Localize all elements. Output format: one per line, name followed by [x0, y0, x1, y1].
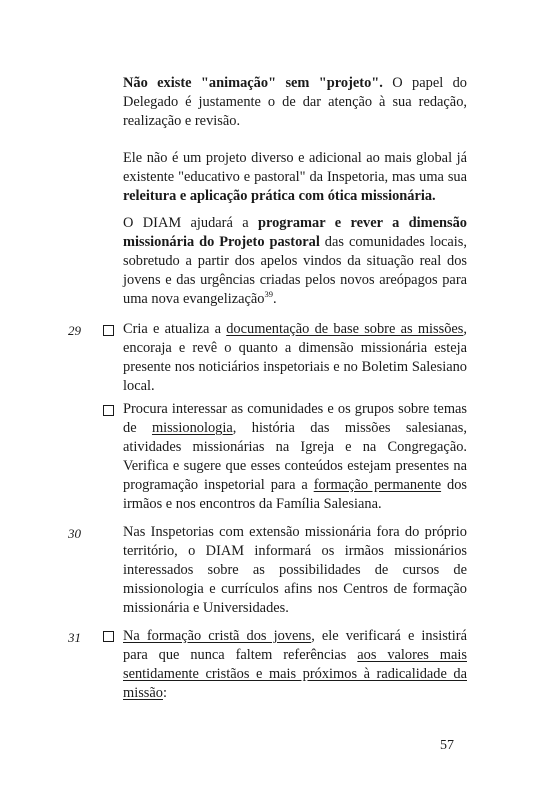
bold-phrase: releitura e aplicação prática com ótica missionária. — [123, 188, 436, 204]
section-number: 29 — [68, 323, 81, 338]
list-item-documentacao — [123, 320, 467, 396]
paragraph-extensao — [123, 523, 467, 618]
paragraph-text: Ele não é um projeto diverso e adicional ao mais global já existente "educativo e pastoral" da Inspetoria, mas uma sua — [123, 150, 467, 185]
paragraph-text: O papel do Delegado é justamente o de dar atenção à sua redação, realização e revisão. — [123, 75, 468, 129]
page-number: 57 — [440, 738, 454, 753]
paragraph-releitura — [123, 149, 467, 206]
paragraph-text: Cria e atualiza a — [123, 321, 227, 337]
paragraph-text: O DIAM ajudará a — [123, 215, 258, 231]
paragraph-text: : — [162, 685, 167, 701]
paragraph-text: , encoraja e revê o quanto a dimensão missionária esteja presente nos noticiários inspetoriais e no Boletim Salesiano local. — [123, 321, 467, 394]
paragraph-text: Nas Inspetorias com extensão missionária fora do próprio território, o DIAM informará os irmãos missionários interessados sobre as possibilidades de cursos de missionologia e currículos afins nos Centros de formação missionária e Universidades. — [123, 524, 467, 616]
bold-phrase: programar e rever a dimensão missionária do Projeto pastoral — [123, 215, 467, 250]
checkbox-icon — [103, 405, 114, 416]
paragraph-text: . — [272, 291, 277, 307]
underlined-phrase: aos valores mais sentidamente cristãos e mais próximos à radicalidade da missão — [123, 647, 467, 701]
checkbox-icon — [103, 325, 114, 336]
paragraph-diam — [123, 214, 467, 309]
section-number: 30 — [68, 526, 81, 541]
underlined-phrase: documentação de base sobre as missões — [226, 321, 464, 337]
paragraph-projeto — [123, 74, 467, 131]
section-number: 31 — [68, 630, 81, 645]
underlined-phrase: missionologia — [151, 420, 233, 436]
underlined-phrase: formação permanente — [313, 477, 442, 493]
list-item-missionologia — [123, 400, 467, 514]
paragraph-text: das comunidades locais, sobretudo a partir dos apelos vindos da situação real dos jovens e das urgências criadas pelos novos areópagos para uma nova evangelização — [123, 234, 467, 307]
paragraph-text: Procura interessar as comunidades e os grupos sobre temas de — [123, 401, 467, 436]
paragraph-text: dos irmãos e nos encontros da Família Salesiana. — [123, 477, 467, 512]
list-item-formacao-crista — [123, 627, 467, 703]
checkbox-icon — [103, 631, 114, 642]
footnote-marker: 39 — [264, 289, 273, 300]
bold-phrase: Não existe "animação" sem "projeto". — [123, 75, 383, 91]
paragraph-text: , ele verificará e insistirá para que nunca faltem referências — [123, 628, 467, 663]
underlined-phrase: Na formação cristã dos jovens — [123, 628, 312, 644]
paragraph-text: , história das missões salesianas, atividades missionárias na Igreja e na Congregação. Verifica e sugere que esses conteúdos estejam presentes na programação inspetorial para a — [123, 420, 467, 493]
